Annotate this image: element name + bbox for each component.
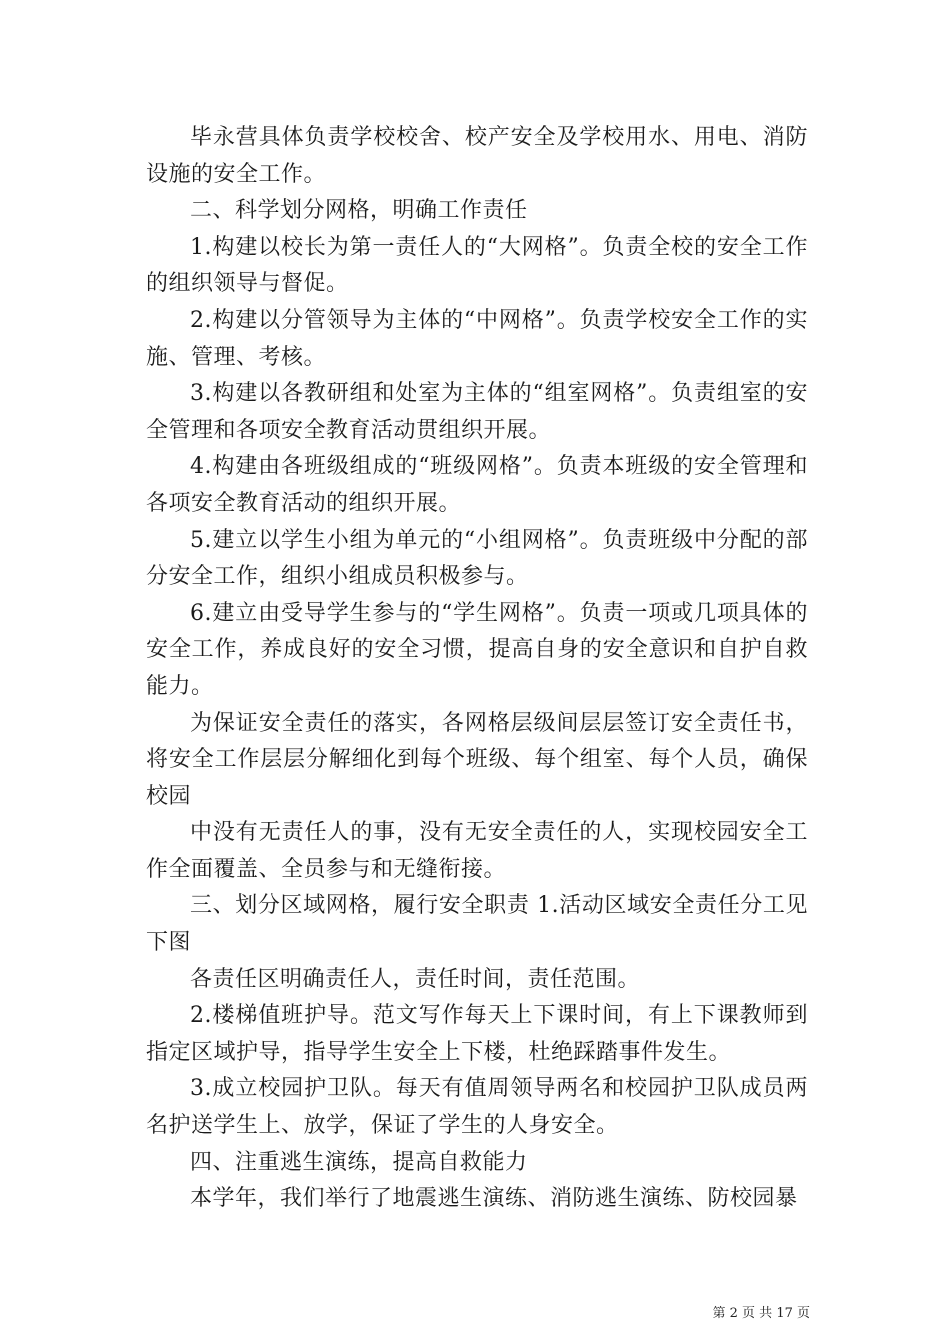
section-heading: 三、划分区域网格，履行安全职责 1.活动区域安全责任分工见下图 bbox=[146, 893, 808, 956]
paragraph: 6.建立由受导学生参与的“学生网格”。负责一项或几项具体的安全工作，养成良好的安全习惯，提高自身的安全意识和自护自救能力。 bbox=[146, 600, 808, 699]
paragraph: 为保证安全责任的落实，各网格层级间层层签订安全责任书，将安全工作层层分解细化到每个班级、每个组室、每个人员，确保校园 bbox=[146, 710, 808, 809]
paragraph: 中没有无责任人的事，没有无安全责任的人，实现校园安全工作全面覆盖、全员参与和无缝衔接。 bbox=[146, 820, 808, 882]
paragraph: 4.构建由各班级组成的“班级网格”。负责本班级的安全管理和各项安全教育活动的组织开展。 bbox=[146, 454, 808, 516]
section-heading: 四、注重逃生演练，提高自救能力 bbox=[190, 1149, 528, 1175]
paragraph: 本学年，我们举行了地震逃生演练、消防逃生演练、防校园暴 bbox=[190, 1186, 798, 1212]
paragraph: 3.构建以各教研组和处室为主体的“组室网格”。负责组室的安全管理和各项安全教育活动贯组织开展。 bbox=[146, 381, 808, 443]
document-body bbox=[146, 120, 808, 1218]
paragraph: 2.构建以分管领导为主体的“中网格”。负责学校安全工作的实施、管理、考核。 bbox=[146, 307, 808, 370]
paragraph: 1.构建以校长为第一责任人的“大网格”。负责全校的安全工作的组织领导与督促。 bbox=[146, 234, 808, 297]
paragraph: 各责任区明确责任人，责任时间，责任范围。 bbox=[190, 966, 641, 992]
paragraph: 3.成立校园护卫队。每天有值周领导两名和校园护卫队成员两名护送学生上、放学，保证了学生的人身安全。 bbox=[146, 1076, 808, 1139]
paragraph: 5.建立以学生小组为单元的“小组网格”。负责班级中分配的部分安全工作，组织小组成员积极参与。 bbox=[146, 527, 808, 590]
paragraph: 2.楼梯值班护导。范文写作每天上下课时间，有上下课教师到指定区域护导，指导学生安全上下楼，杜绝踩踏事件发生。 bbox=[146, 1003, 808, 1065]
page-number: 第 2 页 共 17 页 bbox=[712, 1306, 810, 1321]
paragraph: 毕永营具体负责学校校舍、校产安全及学校用水、用电、消防设施的安全工作。 bbox=[146, 125, 808, 187]
section-heading: 二、科学划分网格，明确工作责任 bbox=[190, 198, 528, 224]
